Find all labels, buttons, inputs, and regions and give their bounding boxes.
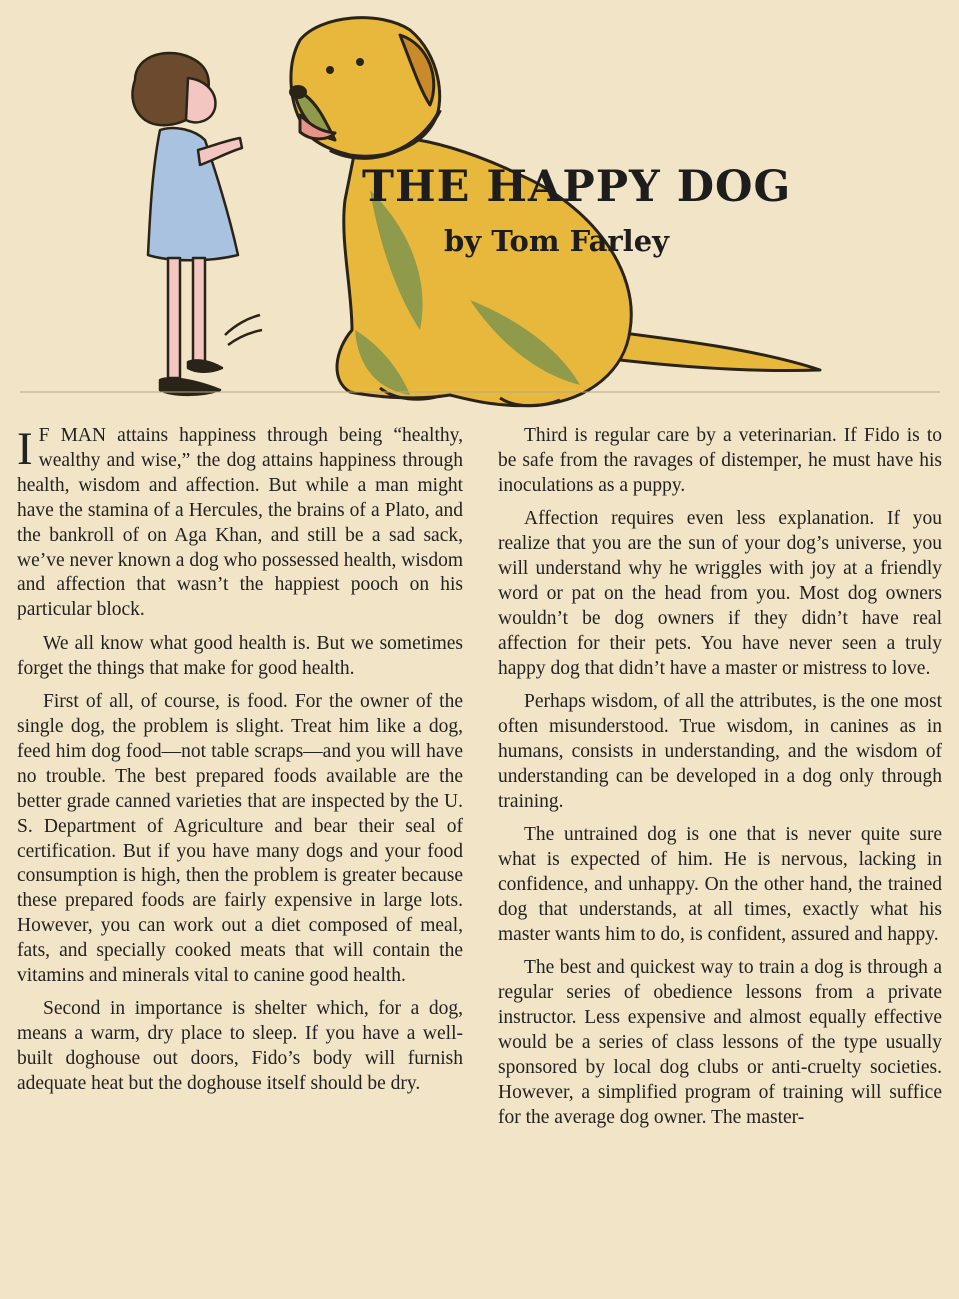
paragraph: Second in importance is shelter which, for a dog, means a warm, dry place to sleep. If you have a well-built doghouse out doors, Fido’s body will furnish adequate heat but the doghouse itself should be dry. [17,998,463,1095]
paragraph: First of all, of course, is food. For the owner of the single dog, the problem is slight. Treat him like a dog, feed him dog food—not table scraps—and you will have no trouble. The best prepared foods available are the better grade canned varieties that are inspected by the U. S. Department of Agriculture and bear their seal of certification. But if you have many dogs and your food consumption is high, then the problem is greater because these prepared foods are fairly expensive in large lots. However, you can work out a diet composed of meal, fats, and specially cooked meats that will contain the vitamins and minerals vital to canine good health. [17,691,463,987]
left-column [17,424,463,1106]
drop-cap: I [17,423,33,475]
paragraph: Affection requires even less explanation. If you realize that you are the sun of your dog’s universe, you will understand why he wriggles with joy at a friendly word or pat on the head from you. Most dog owners wouldn’t be dog owners if they didn’t have real affection for their pets. You have never seen a truly happy dog that didn’t have a master or mistress to love. [498,508,942,679]
paragraph: Third is regular care by a veterinarian. If Fido is to be safe from the ravages of distemper, he must have his inoculations as a puppy. [498,425,942,496]
paragraph: We all know what good health is. But we sometimes forget the things that make for good health. [17,632,463,679]
paragraph: I F MAN attains happiness through being “healthy, wealthy and wise,” the dog attains happiness through health, wisdom and affection. But while a man might have the stamina of a Hercules, the brains of a Plato, and the bankroll of on Aga Khan, and still be a sad sack, we’ve never known a dog who possessed health, wisdom and affection that wasn’t the happiest pooch on his particular block. [17,423,463,621]
paragraph: The untrained dog is one that is never quite sure what is expected of him. He is nervous, lacking in confidence, and unhappy. On the other hand, the trained dog that understands, at all times, exactly what his master wants him to do, is confident, assured and happy. [498,824,942,945]
paragraph: Perhaps wisdom, of all the attributes, is the one most often misunderstood. True wisdom, in canines as in humans, consists in understanding, and the wisdom of understanding can be developed in a dog only through training. [498,691,942,812]
girl-illustration [132,53,262,395]
paragraph: The best and quickest way to train a dog is through a regular series of obedience lessons from a private instructor. Less expensive and almost equally effective would be a series of class lessons of the type usually sponsored by local dog clubs or anti-cruelty societies. However, a simplified program of training will suffice for the average dog owner. The master- [498,957,942,1128]
article-title: THE HAPPY DOG [362,162,792,212]
right-column [498,424,942,1139]
article-byline: by Tom Farley [444,224,669,258]
